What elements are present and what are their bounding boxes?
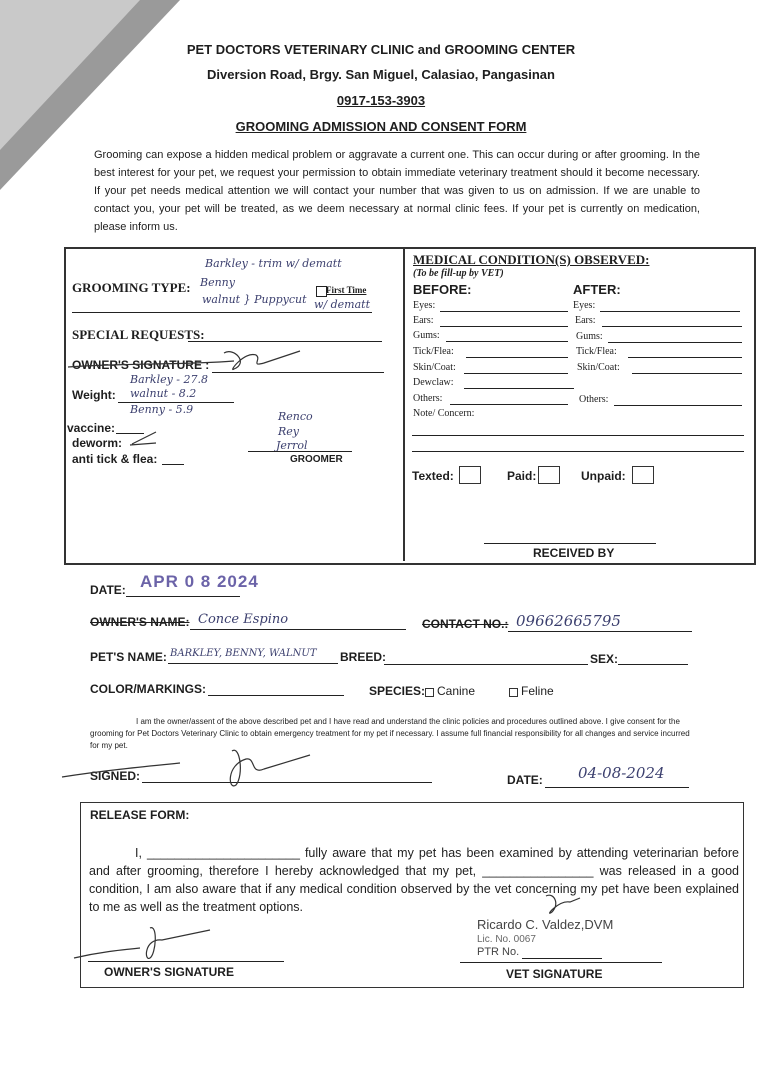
date-line[interactable] [126,596,240,597]
vaccine-label: vaccine: [67,421,116,435]
texted-checkbox[interactable] [459,466,481,484]
clinic-name: PET DOCTORS VETERINARY CLINIC and GROOMING CENTER [186,42,576,57]
after-ears: Ears: [575,315,596,326]
color-line[interactable] [208,695,344,696]
received-by-line[interactable] [484,543,656,544]
sex-label: SEX: [590,652,619,666]
weight-hw-2: walnut - 8.2 [130,387,197,400]
consent-text: I am the owner/assent of the above described pet and I have read and understand the clinic policies and procedures outlined above. I give consent for the grooming for Pet Doctors Veterinary Clinic to obtain emergency treatment for my pet if necessary. I assume full financial responsibility for all changes and service incurred for my pet. [90,717,690,750]
before-skincoat-line[interactable] [464,373,568,374]
after-tickflea: Tick/Flea: [576,346,617,357]
color-label: COLOR/MARKINGS: [90,682,206,696]
sex-line[interactable] [618,664,688,665]
weight-label: Weight: [72,388,116,402]
owner-release-signature [70,924,230,964]
medical-subtitle: (To be fill-up by VET) [413,268,504,279]
antitick-line[interactable] [162,464,184,465]
unpaid-checkbox[interactable] [632,466,654,484]
after-label: AFTER: [573,282,621,297]
pets-name-value: BARKLEY, BENNY, WALNUT [170,648,317,659]
special-requests-line[interactable] [188,341,382,342]
dewclaw-label: Dewclaw: [413,377,454,388]
grooming-hw-2: Benny [200,276,235,289]
grooming-type-label: GROOMING TYPE: [72,280,191,295]
after-ears-line[interactable] [602,326,742,327]
date2-line[interactable] [545,787,689,788]
before-others: Others: [413,393,443,404]
before-eyes: Eyes: [413,300,436,311]
canine-checkbox[interactable] [425,688,434,697]
owner-name-label: OWNER'S NAME: [90,615,190,629]
after-skincoat: Skin/Coat: [577,362,620,373]
paid-checkbox[interactable] [538,466,560,484]
first-time-label: First Time [326,285,367,295]
box-divider [403,249,405,561]
before-tickflea-line[interactable] [466,357,568,358]
pets-name-label: PET'S NAME: [90,650,167,664]
after-others-line[interactable] [614,405,742,406]
groomer-hw-1: Renco [278,410,313,423]
antitick-label: anti tick & flea: [72,452,158,466]
after-others: Others: [579,394,609,405]
clinic-phone: 0917-153-3903 [336,93,426,108]
unpaid-label: Unpaid: [581,469,626,483]
signed-label: SIGNED: [90,769,141,783]
before-label: BEFORE: [413,282,472,297]
feline-checkbox[interactable] [509,688,518,697]
breed-line[interactable] [384,664,588,665]
intro-paragraph: Grooming can expose a hidden medical problem or aggravate a current one. This can occur during or after grooming. In the best interest for your pet, we request your permission to obtain immediate veterinary treatment should it become necessary. If your pet needs medical attention we will contact your number that was given to us on admission. If we are unable to contact you, your pet will be treated, as we deem necessary at normal clinic fees. If your pet is currently on medication, please inform us. [94,149,700,233]
vet-signature-footer: VET SIGNATURE [506,967,603,981]
grooming-hw-3: walnut } Puppycut [202,293,307,306]
weight-hw-3: Benny - 5.9 [130,403,194,416]
before-skincoat: Skin/Coat: [413,362,456,373]
contact-line[interactable] [508,631,692,632]
form-title: GROOMING ADMISSION AND CONSENT FORM [235,119,527,134]
paid-label: Paid: [507,469,537,483]
grooming-type-line-2 [72,312,372,313]
release-title: RELEASE FORM: [90,808,190,822]
vet-name: Ricardo C. Valdez,DVM [477,917,614,932]
date-label: DATE: [90,583,126,597]
note-line-1[interactable] [412,435,744,436]
contact-label: CONTACT NO.: [422,617,509,631]
groomer-label: GROOMER [290,454,343,465]
release-text: I, ______________________ fully aware that my pet has been examined by attending veterinarian before and after grooming, therefore I hereby acknowledged that my pet, ________________ was released in a good condition, I am also aware that if any medical condition observed by the vet concerning my pet have been explained to me as well as the treatment options. [89,846,739,914]
vet-ptr-line[interactable] [522,958,602,959]
after-gums: Gums: [576,331,603,342]
before-gums: Gums: [413,330,440,341]
after-eyes-line[interactable] [600,311,740,312]
owner-signature-label: OWNER'S SIGNATURE : [72,358,210,372]
special-requests-label: SPECIAL REQUESTS: [72,327,205,342]
date2-label: DATE: [507,773,543,787]
after-gums-line[interactable] [608,342,742,343]
before-gums-line[interactable] [446,341,568,342]
feline-label: Feline [521,684,554,698]
note-label: Note/ Concern: [413,408,475,419]
vet-signature-line[interactable] [460,962,662,963]
date-stamp: APR 0 8 2024 [140,572,259,591]
grooming-hw-1: Barkley - trim w/ dematt [205,257,342,270]
owner-name-value: Conce Espino [198,612,289,627]
vet-lic: Lic. No. 0067 [477,934,536,945]
before-others-line[interactable] [450,404,568,405]
after-skincoat-line[interactable] [632,373,742,374]
vet-ptr: PTR No. [477,946,520,958]
pets-name-line[interactable] [168,663,338,664]
before-ears-line[interactable] [440,326,568,327]
clinic-address: Diversion Road, Brgy. San Miguel, Calasiao, Pangasinan [207,67,555,82]
before-eyes-line[interactable] [440,311,568,312]
signed-signature [60,745,320,795]
breed-label: BREED: [340,650,387,664]
weight-hw-1: Barkley - 27.8 [130,373,209,386]
date2-value: 04-08-2024 [578,764,665,782]
contact-value: 09662665795 [516,612,621,630]
groomer-hw-2: Rey [278,425,300,438]
received-by-label: RECEIVED BY [533,546,615,560]
dewclaw-line[interactable] [464,388,574,389]
grooming-hw-4: w/ dematt [314,298,370,311]
deworm-label: deworm: [72,436,123,450]
before-tickflea: Tick/Flea: [413,346,454,357]
groomer-hw-3: Jerrol [276,439,308,452]
species-label: SPECIES: [369,684,426,698]
before-ears: Ears: [413,315,434,326]
after-eyes: Eyes: [573,300,596,311]
texted-label: Texted: [412,469,454,483]
medical-title: MEDICAL CONDITION(S) OBSERVED: [413,252,650,267]
canine-label: Canine [437,684,476,698]
groomer-line[interactable] [248,451,352,452]
after-tickflea-line[interactable] [628,357,742,358]
note-line-2[interactable] [412,451,744,452]
vet-initial-signature [530,890,590,930]
owner-release-line[interactable] [88,961,284,962]
owner-signature-footer: OWNER'S SIGNATURE [104,965,234,979]
owner-name-line[interactable] [190,629,406,630]
deworm-check-mark [126,428,166,448]
